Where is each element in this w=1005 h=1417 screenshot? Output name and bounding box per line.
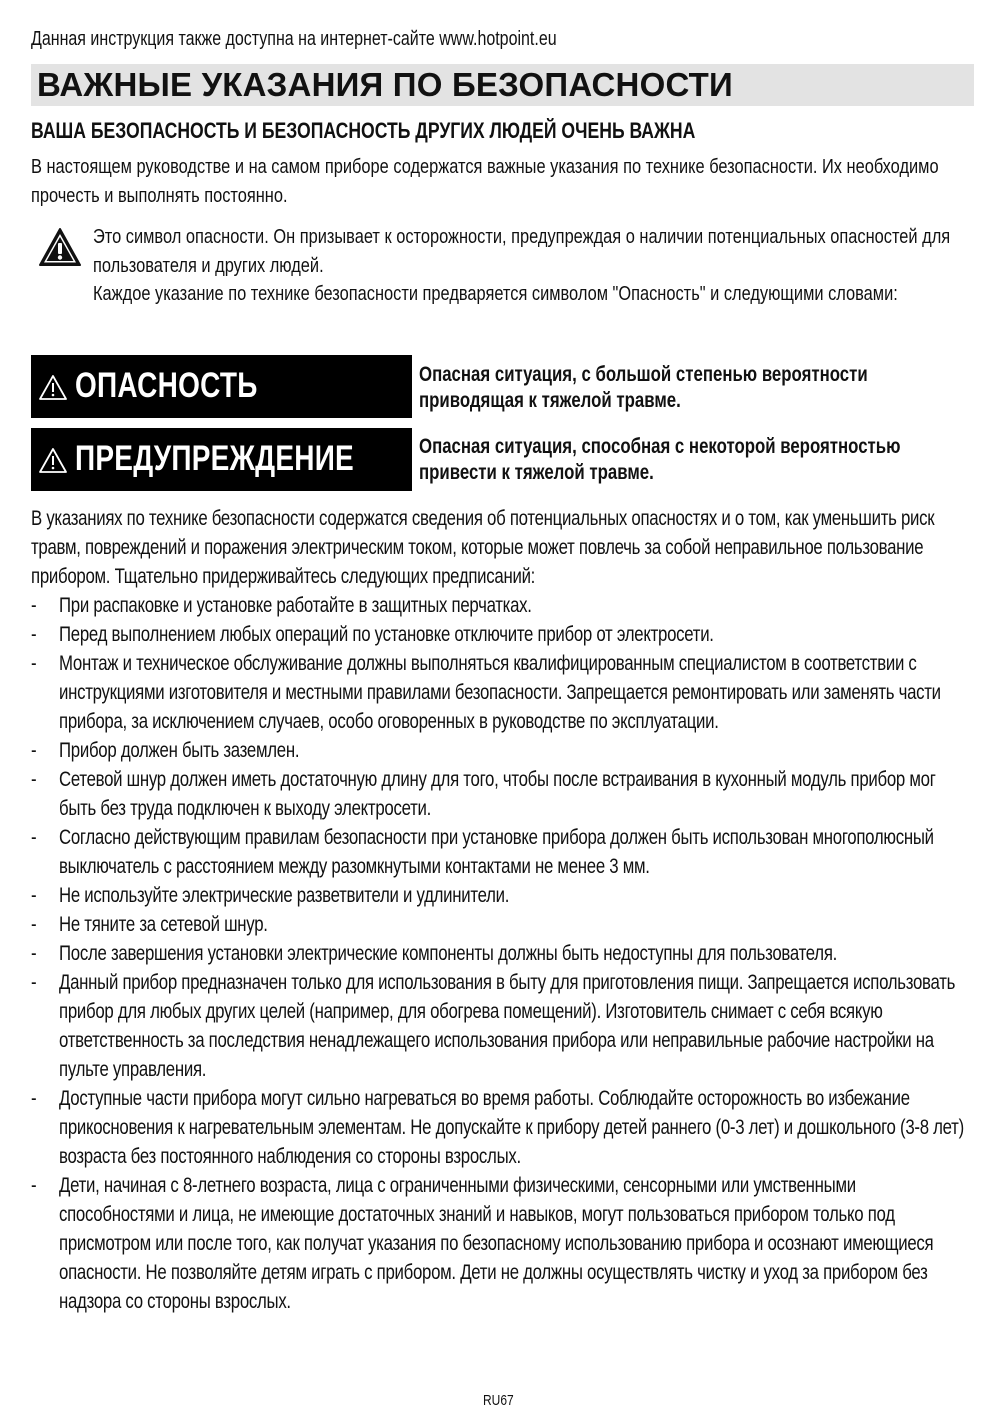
hazard-symbol-description: Это символ опасности. Он призывает к осторожности, предупреждая о наличии потенциальных опасностей для пользователя и других людей. [93, 225, 951, 277]
list-item: - Монтаж и техническое обслуживание должны выполняться квалифицированным специалистом в соответствии с инструкциями изготовителя и местными правилами безопасности. Запрещается ремонтировать или заменять части прибора, за исключением случаев, особо оговоренных в руководстве по эксплуатации. [31, 649, 975, 736]
list-item: - При распаковке и установке работайте в защитных перчатках. [31, 591, 975, 620]
list-item: - Не используйте электрические разветвители и удлинители. [31, 881, 975, 910]
signal-word-warning-description: Опасная ситуация, способная с некоторой вероятностью привести к тяжелой травме. [419, 435, 901, 484]
page-number: RU67 [483, 1392, 514, 1409]
bullet-dash: - [31, 971, 37, 994]
list-item: - После завершения установки электрические компоненты должны быть недоступны для пользователя. [31, 939, 975, 968]
bullet-dash: - [31, 1087, 37, 1110]
bullet-dash: - [31, 884, 37, 907]
section-subtitle: ВАША БЕЗОПАСНОСТЬ И БЕЗОПАСНОСТЬ ДРУГИХ ЛЮДЕЙ ОЧЕНЬ ВАЖНА [31, 118, 696, 143]
bullet-dash: - [31, 594, 37, 617]
bullet-dash: - [31, 1174, 37, 1197]
bullet-dash: - [31, 942, 37, 965]
warning-triangle-icon [38, 227, 82, 267]
signal-word-danger: ОПАСНОСТЬ [75, 366, 258, 405]
hazard-symbol-text [93, 223, 989, 309]
warning-triangle-icon [38, 447, 68, 474]
intro-paragraph: В настоящем руководстве и на самом приборе содержатся важные указания по технике безопасности. Их необходимо прочесть и выполнять постоянно. [31, 155, 939, 207]
bullet-dash: - [31, 768, 37, 791]
page-title: ВАЖНЫЕ УКАЗАНИЯ ПО БЕЗОПАСНОСТИ [37, 66, 733, 103]
bullet-dash: - [31, 826, 37, 849]
list-item: - Дети, начиная с 8-летнего возраста, лица с ограниченными физическими, сенсорными или умственными способностями и лица, не имеющие достаточных знаний и навыков, могут пользоваться прибором только под присмотром или после того, как получат указания по безопасному использованию прибора и осознают имеющиеся опасности. Не позволяйте детям играть с прибором. Дети не должны осуществлять чистку и уход за прибором без надзора со стороны взрослых. [31, 1171, 975, 1316]
page-title-band [31, 64, 974, 106]
list-item: - Данный прибор предназначен только для использования в быту для приготовления пищи. Запрещается использовать прибор для любых других целей (например, для обогрева помещений). Изготовитель снимает с себя всякую ответственность за последствия ненадлежащего использования прибора или неправильные рабочие настройки на пульте управления. [31, 968, 975, 1084]
signal-word-danger-description: Опасная ситуация, с большой степенью вероятности приводящая к тяжелой травме. [419, 363, 868, 412]
list-item: - Согласно действующим правилам безопасности при установке прибора должен быть использован многополюсный выключатель с расстоянием между разомкнутыми контактами не менее 3 мм. [31, 823, 975, 881]
warning-triangle-icon [38, 374, 68, 401]
list-item: - Перед выполнением любых операций по установке отключите прибор от электросети. [31, 620, 975, 649]
bullet-dash: - [31, 913, 37, 936]
list-item: - Доступные части прибора могут сильно нагреваться во время работы. Соблюдайте осторожность во избежание прикосновения к нагревательным элементам. Не допускайте к прибору детей раннего (0-3 лет) и дошкольного (3-8 лет) возраста без постоянного наблюдения со стороны взрослых. [31, 1084, 975, 1171]
list-item: - Не тяните за сетевой шнур. [31, 910, 975, 939]
signal-word-danger-box [31, 355, 412, 418]
safety-instructions [31, 504, 975, 1316]
signal-word-warning: ПРЕДУПРЕЖДЕНИЕ [75, 439, 354, 478]
bullet-dash: - [31, 652, 37, 675]
list-item: - Прибор должен быть заземлен. [31, 736, 975, 765]
bullet-dash: - [31, 739, 37, 762]
safety-instructions-intro: В указаниях по технике безопасности содержатся сведения об потенциальных опасностях и о том, как уменьшить риск травм, повреждений и поражения электрическим током, которые может повлечь за собой неправильное пользование прибором. Тщательно придерживайтесь следующих предписаний: [31, 507, 935, 588]
availability-note: Данная инструкция также доступна на интернет-сайте www.hotpoint.eu [31, 28, 557, 50]
list-item: - Сетевой шнур должен иметь достаточную длину для того, чтобы после встраивания в кухонный модуль прибор мог быть без труда подключен к выходу электросети. [31, 765, 975, 823]
signal-word-warning-box [31, 428, 412, 491]
hazard-symbol-preface: Каждое указание по технике безопасности предваряется символом "Опасность" и следующими словами: [93, 282, 898, 305]
safety-instructions-list [31, 591, 975, 1316]
bullet-dash: - [31, 623, 37, 646]
